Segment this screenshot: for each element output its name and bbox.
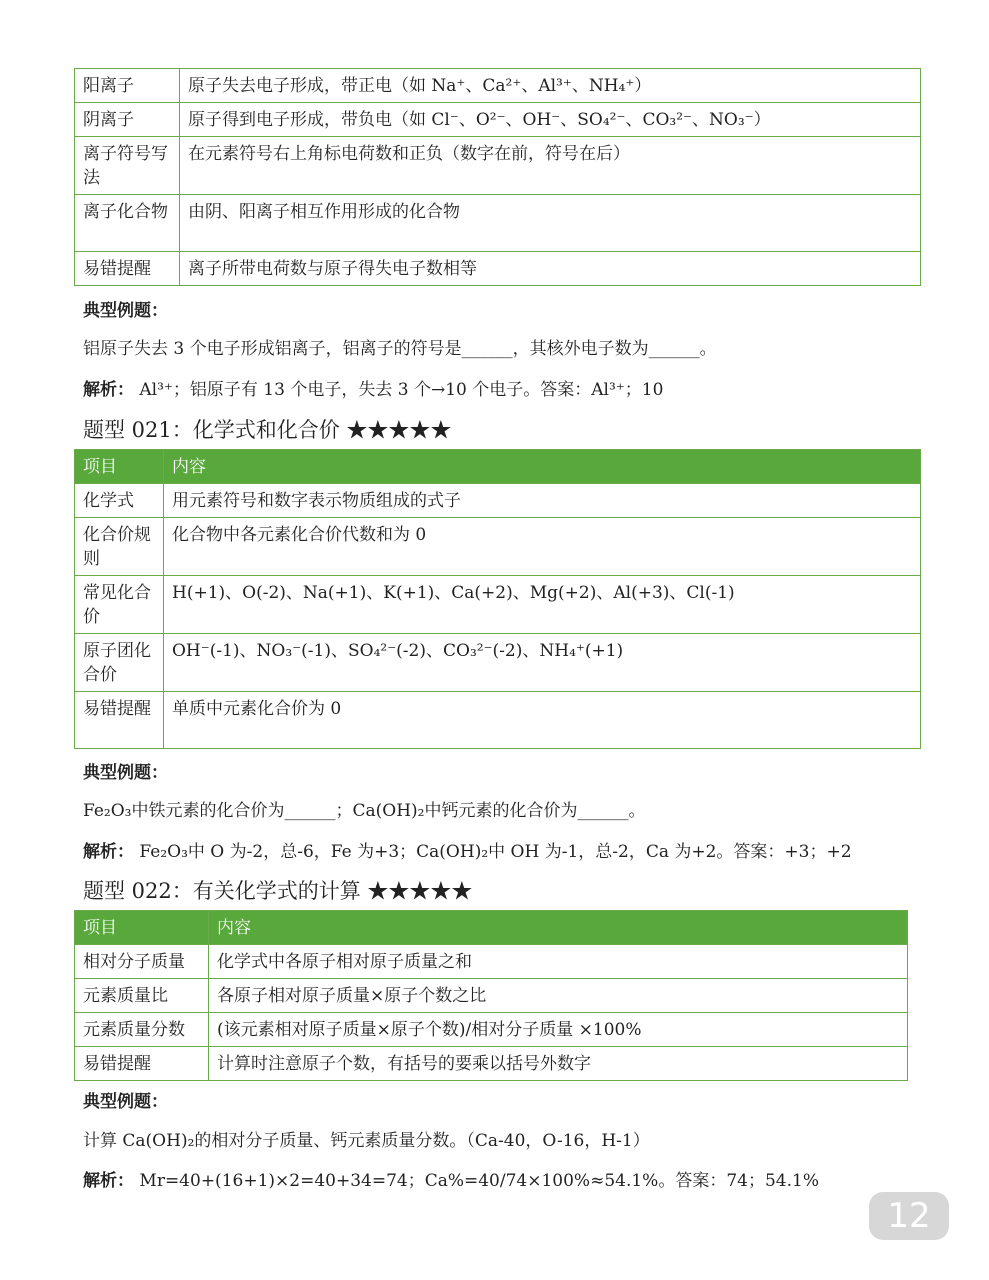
desc-cell: 各原子相对原子质量×原子个数之比 [209,979,908,1013]
example-label: 典型例题： [83,301,168,321]
example-analysis [83,375,663,400]
table-header-row [75,450,921,484]
term-cell: 阳离子 [75,69,180,103]
example-question: 计算 Ca(OH)₂的相对分子质量、钙元素质量分数。（Ca-40，O-16，H-1） [83,1131,650,1151]
table-row [75,576,921,634]
table-row [75,69,921,103]
header-cell: 内容 [164,450,921,484]
analysis-text: Fe₂O₃中 O 为-2，总-6，Fe 为+3；Ca(OH)₂中 OH 为-1，总-2，Ca 为+2。答案：+3；+2 [139,842,852,862]
term-cell: 易错提醒 [75,692,164,749]
header-cell: 内容 [209,911,908,945]
term-cell: 阴离子 [75,103,180,137]
term-cell: 化合价规则 [75,518,164,576]
desc-cell: (该元素相对原子质量×原子个数)/相对分子质量 ×100% [209,1013,908,1047]
table-header-row [75,911,908,945]
term-cell: 离子符号写法 [75,137,180,195]
example-question: Fe₂O₃中铁元素的化合价为______；Ca(OH)₂中钙元素的化合价为______。 [83,801,646,821]
desc-cell: 单质中元素化合价为 0 [164,692,921,749]
desc-cell: OH⁻(-1)、NO₃⁻(-1)、SO₄²⁻(-2)、CO₃²⁻(-2)、NH₄⁺(+1) [164,634,921,692]
table-row [75,979,908,1013]
ion-table [74,68,921,286]
term-cell: 化学式 [75,484,164,518]
term-cell: 相对分子质量 [75,945,209,979]
table-row [75,945,908,979]
table-row [75,1013,908,1047]
desc-cell: 计算时注意原子个数，有括号的要乘以括号外数字 [209,1047,908,1081]
term-cell: 元素质量比 [75,979,209,1013]
table-row [75,195,921,252]
example-label: 典型例题： [83,763,168,783]
table-row [75,252,921,286]
table-row [75,484,921,518]
header-cell: 项目 [75,911,209,945]
analysis-text: Mr=40+(16+1)×2=40+34=74；Ca%=40/74×100%≈54.1%。答案：74；54.1% [139,1171,819,1191]
table-row [75,518,921,576]
analysis-label: 解析： [83,1171,134,1191]
table-row [75,634,921,692]
term-cell: 离子化合物 [75,195,180,252]
term-cell: 原子团化合价 [75,634,164,692]
desc-cell: 在元素符号右上角标电荷数和正负（数字在前，符号在后） [180,137,921,195]
example-label: 典型例题： [83,1092,168,1112]
desc-cell: 用元素符号和数字表示物质组成的式子 [164,484,921,518]
analysis-text: Al³⁺；铝原子有 13 个电子，失去 3 个→10 个电子。答案：Al³⁺；10 [139,380,664,400]
desc-cell: 原子得到电子形成，带负电（如 Cl⁻、O²⁻、OH⁻、SO₄²⁻、CO₃²⁻、NO₃⁻） [180,103,921,137]
term-cell: 易错提醒 [75,1047,209,1081]
formula-calc-table [74,910,908,1081]
header-cell: 项目 [75,450,164,484]
desc-cell: H(+1)、O(-2)、Na(+1)、K(+1)、Ca(+2)、Mg(+2)、Al(+3)、Cl(-1) [164,576,921,634]
term-cell: 常见化合价 [75,576,164,634]
desc-cell: 原子失去电子形成，带正电（如 Na⁺、Ca²⁺、Al³⁺、NH₄⁺） [180,69,921,103]
table-row [75,1047,908,1081]
table-row [75,692,921,749]
desc-cell: 化合物中各元素化合价代数和为 0 [164,518,921,576]
valence-table [74,449,921,749]
desc-cell: 由阴、阳离子相互作用形成的化合物 [180,195,921,252]
desc-cell: 化学式中各原子相对原子质量之和 [209,945,908,979]
section-title: 题型 022：有关化学式的计算 ★★★★★ [83,879,473,903]
table-row [75,137,921,195]
analysis-label: 解析： [83,380,134,400]
desc-cell: 离子所带电荷数与原子得失电子数相等 [180,252,921,286]
table-row [75,103,921,137]
term-cell: 元素质量分数 [75,1013,209,1047]
section-title: 题型 021：化学式和化合价 ★★★★★ [83,418,452,442]
term-cell: 易错提醒 [75,252,180,286]
example-analysis [83,1166,819,1191]
example-question: 铝原子失去 3 个电子形成铝离子，铝离子的符号是______，其核外电子数为______。 [83,339,717,359]
page-number-badge: 12 [869,1192,949,1240]
analysis-label: 解析： [83,842,134,862]
example-analysis [83,837,852,862]
